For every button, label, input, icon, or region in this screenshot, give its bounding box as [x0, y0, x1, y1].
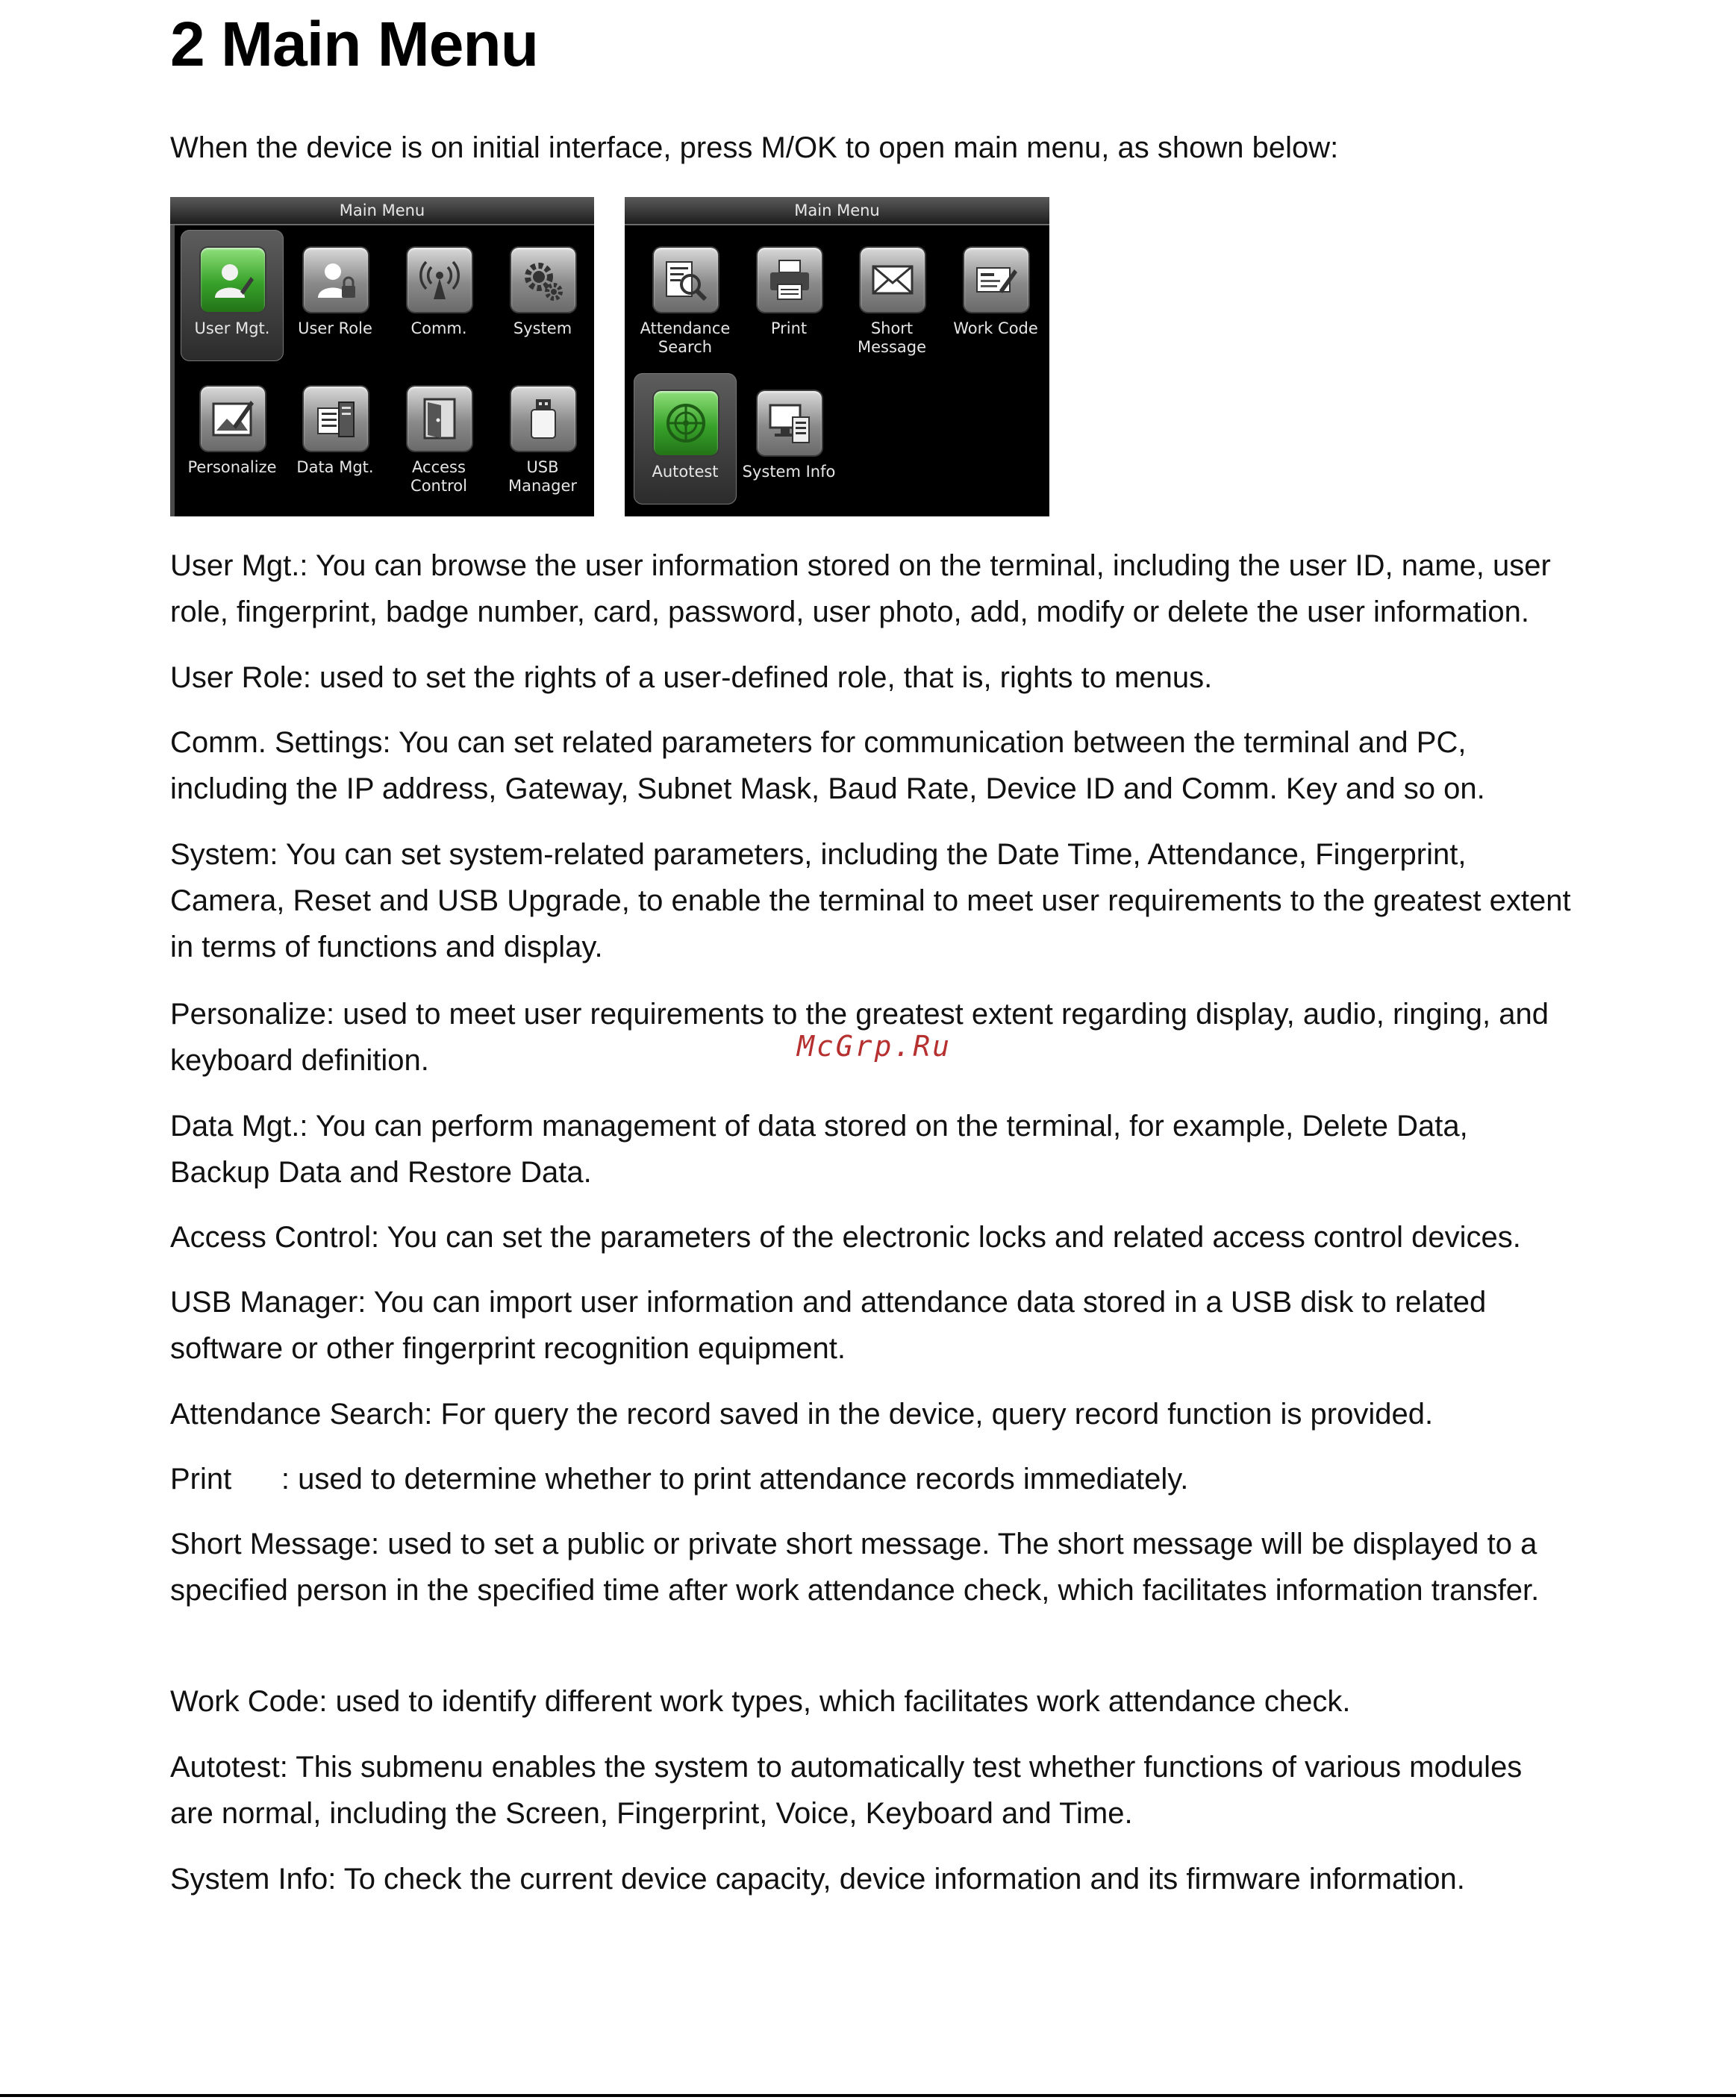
desc-autotest: Autotest: This submenu enables the system to automatically test whether functions of various modules are normal, including the Screen, Fingerprint, Voice, Keyboard and Time. [170, 1751, 1523, 1830]
printer-icon [758, 248, 822, 312]
tile-label: Data Mgt. [296, 458, 374, 476]
main-menu-screen-1 [170, 197, 594, 516]
tile-label: System [513, 319, 572, 337]
desc-user-mgt: User Mgt.: You can browse the user information stored on the terminal, including the user ID, name, user role, fingerprint, badge number, card, password, user photo, add, modify or delete the user information. [170, 549, 1551, 628]
tile-label: Personalize [187, 458, 277, 476]
menu-tile-print[interactable] [737, 230, 840, 361]
tile-label: Comm. [410, 319, 467, 337]
desc-usb-manager: USB Manager: You can import user information and attendance data stored in a USB disk to related software or other fingerprint recognition equipment. [170, 1286, 1487, 1365]
desc-print: Print : used to determine whether to print attendance records immediately. [170, 1463, 1189, 1496]
tile-label: User Mgt. [194, 319, 270, 337]
desc-attendance-search: Attendance Search: For query the record saved in the device, query record function is provided. [170, 1398, 1434, 1431]
desc-system-info: System Info: To check the current device capacity, device information and its firmware information. [170, 1863, 1465, 1896]
tile-label: Autotest [652, 463, 719, 481]
screen-title-bar: Main Menu [170, 197, 594, 224]
antenna-icon [408, 248, 472, 312]
footer-rule [0, 2094, 1736, 2097]
computer-icon [758, 391, 822, 455]
door-icon [408, 387, 472, 451]
menu-tile-personalize[interactable] [181, 369, 284, 500]
screen-divider [625, 224, 1049, 225]
database-icon [304, 387, 368, 451]
menu-tile-system[interactable] [491, 230, 594, 361]
menu-tile-data-mgt[interactable] [284, 369, 387, 500]
user-edit-icon [201, 248, 265, 312]
gears-icon [511, 248, 575, 312]
menu-tile-usb-manager[interactable] [491, 369, 594, 500]
tile-label: Attendance Search [640, 319, 731, 356]
tile-label: Print [770, 319, 808, 337]
menu-tile-autotest[interactable] [634, 373, 737, 504]
tile-label: User Role [298, 319, 372, 337]
menu-tile-attendance-search[interactable] [634, 230, 737, 361]
menu-tile-access-control[interactable] [387, 369, 490, 500]
desc-work-code: Work Code: used to identify different work types, which facilitates work attendance check. [170, 1685, 1351, 1718]
desc-personalize: Personalize: used to meet user requirements to the greatest extent regarding display, audio, ringing, and keyboard definition. [170, 998, 1549, 1077]
tile-label: Work Code [953, 319, 1038, 337]
screen-title-bar: Main Menu [625, 197, 1049, 224]
usb-drive-icon [511, 387, 575, 451]
tile-label: System Info [742, 463, 836, 481]
desc-system: System: You can set system-related parameters, including the Date Time, Attendance, Fingerprint, Camera, Reset and USB Upgrade, to enable the terminal to meet user requirements to the greatest extent in terms of functions and display. [170, 838, 1571, 963]
document-search-icon [654, 248, 718, 312]
menu-tile-user-role[interactable] [284, 230, 387, 361]
main-menu-screen-2 [625, 197, 1049, 516]
picture-pencil-icon [201, 387, 265, 451]
menu-tile-work-code[interactable] [944, 230, 1047, 361]
desc-access-control: Access Control: You can set the parameters of the electronic locks and related access control devices. [170, 1221, 1521, 1254]
desc-comm-settings: Comm. Settings: You can set related parameters for communication between the terminal and PC, including the IP address, Gateway, Subnet Mask, Baud Rate, Device ID and Comm. Key and so on. [170, 726, 1485, 805]
target-icon [654, 391, 718, 455]
tile-label: Short Message [857, 319, 927, 356]
menu-tile-system-info[interactable] [737, 373, 840, 504]
watermark: McGrp.Ru [797, 1030, 952, 1063]
menu-tile-short-message[interactable] [840, 230, 943, 361]
desc-short-message: Short Message: used to set a public or private short message. The short message will be displayed to a specified person in the specified time after work attendance check, which facilitates information transfer. [170, 1528, 1540, 1607]
tile-label: Access Control [410, 458, 467, 495]
menu-tile-user-mgt[interactable] [181, 230, 284, 361]
card-pencil-icon [964, 248, 1028, 312]
desc-data-mgt: Data Mgt.: You can perform management of data stored on the terminal, for example, Delete Data, Backup Data and Restore Data. [170, 1110, 1468, 1189]
intro-text: When the device is on initial interface, press M/OK to open main menu, as shown below: [170, 131, 1339, 164]
user-lock-icon [304, 248, 368, 312]
screen-divider [170, 224, 594, 225]
page-title: 2 Main Menu [170, 9, 539, 79]
menu-tile-comm[interactable] [387, 230, 490, 361]
envelope-icon [861, 248, 925, 312]
tile-label: USB Manager [508, 458, 578, 495]
desc-user-role: User Role: used to set the rights of a user-defined role, that is, rights to menus. [170, 661, 1213, 694]
